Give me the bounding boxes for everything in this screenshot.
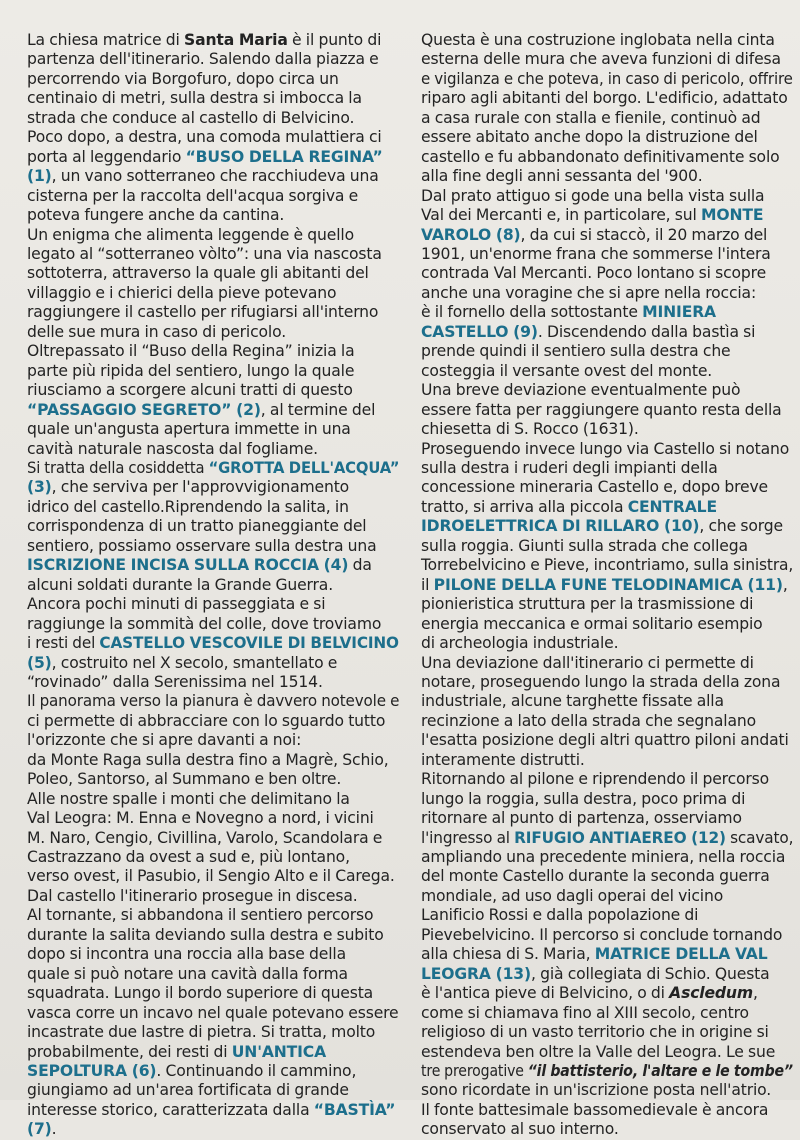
text-segment: da Monte Raga sulla destra fino a Magrè, Schio, bbox=[27, 750, 389, 769]
text-line bbox=[27, 751, 399, 770]
text-segment: centinaio di metri, sulla destra si imbocca la bbox=[27, 89, 362, 108]
text-line bbox=[27, 576, 399, 595]
text-segment: Un enigma che alimenta leggende è quello bbox=[27, 225, 354, 244]
text-segment: l'esatta posizione degli altri quattro piloni andati bbox=[421, 731, 789, 750]
text-segment: l'ingresso al bbox=[421, 828, 515, 847]
text-line bbox=[27, 731, 399, 750]
text-line bbox=[27, 31, 399, 50]
text-segment: e vigilanza e che poteva, in caso di pericolo, offrire bbox=[421, 69, 793, 88]
text-line bbox=[421, 323, 793, 342]
text-segment: delle sue mura in caso di pericolo. bbox=[27, 322, 287, 341]
highlighted-place-name: (3) bbox=[27, 478, 52, 497]
text-line bbox=[421, 945, 793, 964]
text-segment: essere abitato anche dopo la distruzione del bbox=[421, 128, 758, 147]
text-segment: Val dei Mercanti e, in particolare, sul bbox=[421, 206, 701, 225]
text-segment: legato al “sotterraneo vòlto”: una via nascosta bbox=[27, 244, 382, 263]
text-line bbox=[27, 50, 399, 69]
text-segment: poteva fungere anche da cantina. bbox=[27, 206, 285, 225]
text-segment: prende quindi il sentiero sulla destra che bbox=[421, 342, 731, 361]
text-segment: è il fornello della sottostante bbox=[421, 303, 643, 322]
text-line bbox=[27, 478, 399, 497]
text-line bbox=[421, 576, 793, 595]
text-segment: il bbox=[421, 575, 434, 594]
text-segment: contrada Val Mercanti. Poco lontano si scopre bbox=[421, 264, 767, 283]
text-segment: essere fatta per raggiungere quanto resta della bbox=[421, 400, 782, 419]
text-line bbox=[421, 342, 793, 361]
text-segment: cisterna per la raccolta dell'acqua sorgiva e bbox=[27, 186, 359, 205]
text-line bbox=[27, 420, 399, 439]
text-segment: . Discendendo dalla bastìa si bbox=[537, 322, 756, 341]
highlighted-place-name: MONTE bbox=[700, 206, 764, 225]
text-segment: lungo la roggia, sulla destra, poco prima di bbox=[421, 789, 746, 808]
text-line bbox=[421, 654, 793, 673]
text-segment: Dal prato attiguo si gode una bella vista sulla bbox=[421, 186, 765, 205]
highlighted-place-name: (7) bbox=[27, 1120, 52, 1139]
text-segment: corrispondenza di un tratto pianeggiante del bbox=[27, 517, 367, 536]
text-line bbox=[421, 1023, 793, 1042]
text-line bbox=[421, 264, 793, 283]
text-line bbox=[421, 31, 793, 50]
text-segment: raggiunge la sommità del colle, dove troviamo bbox=[27, 614, 382, 633]
text-segment: Il fonte battesimale bassomedievale è ancora bbox=[421, 1100, 769, 1119]
text-line bbox=[27, 556, 399, 575]
text-segment: industriale, alcune targhette fissate alla bbox=[421, 692, 724, 711]
text-line bbox=[27, 537, 399, 556]
right-text-column bbox=[421, 31, 793, 1140]
text-line bbox=[421, 381, 793, 400]
text-segment: pionieristica struttura per la trasmissione di bbox=[421, 595, 754, 614]
text-segment: interamente distrutti. bbox=[421, 750, 585, 769]
text-line bbox=[27, 1120, 399, 1139]
text-segment: è l'antica pieve di Belvicino, o di bbox=[421, 984, 670, 1003]
highlighted-place-name: UN'ANTICA bbox=[231, 1042, 326, 1061]
text-segment: i resti del bbox=[27, 634, 100, 653]
highlighted-place-name: CASTELLO VESCOVILE DI BELVICINO bbox=[99, 634, 399, 653]
text-segment: percorrendo via Borgofuro, dopo circa un bbox=[27, 69, 339, 88]
text-line bbox=[421, 965, 793, 984]
text-line bbox=[421, 1081, 793, 1100]
text-line bbox=[27, 264, 399, 283]
text-segment: costeggia il versante ovest del monte. bbox=[421, 361, 713, 380]
text-line bbox=[421, 1004, 793, 1023]
text-line bbox=[27, 712, 399, 731]
highlighted-place-name: “BASTÌA” bbox=[313, 1100, 396, 1119]
text-line bbox=[27, 458, 400, 478]
highlighted-place-name: (5) bbox=[27, 653, 52, 672]
highlighted-place-name: CENTRALE bbox=[627, 497, 717, 516]
text-line bbox=[421, 167, 793, 186]
text-line bbox=[421, 828, 794, 848]
text-line bbox=[421, 284, 793, 303]
text-line bbox=[27, 1081, 399, 1100]
text-segment: . Continuando il cammino, bbox=[156, 1062, 357, 1081]
highlighted-place-name: CASTELLO (9) bbox=[421, 322, 538, 341]
text-line bbox=[27, 245, 399, 264]
text-line bbox=[421, 109, 793, 128]
text-line bbox=[27, 362, 399, 381]
left-text-column bbox=[27, 31, 399, 1140]
text-segment: è il punto di bbox=[287, 31, 382, 49]
text-segment: sentiero, possiamo osservare sulla destra una bbox=[27, 536, 377, 555]
text-line bbox=[421, 692, 793, 711]
text-line bbox=[421, 440, 793, 459]
text-line bbox=[27, 654, 399, 673]
text-segment: di archeologia industriale. bbox=[421, 634, 619, 653]
text-line bbox=[421, 926, 793, 945]
text-segment: recinzione a lato della strada che segnalano bbox=[421, 711, 757, 730]
text-line bbox=[421, 50, 793, 69]
text-line bbox=[27, 965, 399, 984]
text-line bbox=[421, 712, 793, 731]
highlighted-place-name: (1) bbox=[27, 167, 52, 186]
text-segment: del monte Castello durante la seconda guerra bbox=[421, 867, 770, 886]
text-segment: , costruito nel X secolo, smantellato e bbox=[51, 653, 338, 672]
text-segment: Oltrepassato il “Buso della Regina” inizia la bbox=[27, 342, 355, 361]
text-segment: Torrebelvicino e Pieve, incontriamo, sulla sinistra, bbox=[421, 556, 794, 575]
text-line bbox=[27, 206, 399, 225]
text-line bbox=[27, 498, 399, 517]
text-line bbox=[27, 634, 399, 653]
text-segment: cavità naturale nascosta dal fogliame. bbox=[27, 439, 318, 458]
highlighted-place-name: LEOGRA (13) bbox=[421, 964, 531, 983]
text-segment: . bbox=[51, 1120, 57, 1139]
text-segment: l'orizzonte che si apre davanti a noi: bbox=[27, 731, 302, 750]
text-segment: , al termine del bbox=[260, 400, 376, 419]
text-line bbox=[27, 848, 399, 867]
text-segment: , bbox=[782, 575, 788, 594]
text-segment: Una breve deviazione eventualmente può bbox=[421, 381, 741, 400]
text-segment: interesse storico, caratterizzata dalla bbox=[27, 1100, 314, 1119]
text-line bbox=[27, 770, 399, 789]
text-line bbox=[421, 634, 793, 653]
text-line bbox=[421, 1120, 793, 1139]
text-segment: come si chiamava fino al XIII secolo, centro bbox=[421, 1003, 749, 1022]
text-segment: sottoterra, attraverso la quale gli abitanti del bbox=[27, 264, 369, 283]
text-segment: Dal castello l'itinerario prosegue in discesa. bbox=[27, 886, 358, 905]
text-segment: Poleo, Santorso, al Summano e ben oltre. bbox=[27, 770, 342, 789]
text-segment: , bbox=[752, 984, 758, 1003]
text-line bbox=[421, 867, 793, 886]
text-line bbox=[421, 790, 793, 809]
text-line bbox=[421, 887, 793, 906]
text-segment: incastrate due lastre di pietra. Si tratta, molto bbox=[27, 1023, 376, 1042]
text-segment: parte più ripida del sentiero, lungo la quale bbox=[27, 361, 355, 380]
text-line bbox=[27, 790, 399, 809]
text-segment: , già collegiata di Schio. Questa bbox=[530, 964, 770, 983]
text-line bbox=[421, 984, 793, 1003]
text-segment: Si tratta della cosiddetta bbox=[27, 458, 209, 477]
text-segment: giungiamo ad un'area fortificata di grande bbox=[27, 1081, 349, 1100]
text-segment: concessione mineraria Castello e, dopo breve bbox=[421, 478, 769, 497]
text-segment: strada che conduce al castello di Belvicino. bbox=[27, 108, 355, 127]
text-line bbox=[27, 226, 399, 245]
text-segment: dopo si incontra una roccia alla base della bbox=[27, 945, 347, 964]
text-segment: riusciamo a scorgere alcuni tratti di questo bbox=[27, 381, 353, 400]
text-line bbox=[421, 809, 793, 828]
text-line bbox=[27, 148, 399, 167]
text-segment: squadrata. Lungo il bordo superiore di questa bbox=[27, 984, 374, 1003]
text-segment: alla fine degli anni sessanta del '900. bbox=[421, 167, 703, 186]
text-line bbox=[27, 595, 399, 614]
highlighted-place-name: “BUSO DELLA REGINA” bbox=[185, 147, 383, 166]
text-segment: chiesetta di S. Rocco (1631). bbox=[421, 420, 639, 439]
text-line bbox=[27, 517, 399, 536]
text-line bbox=[27, 1062, 399, 1081]
text-segment: religioso di un vasto territorio che in origine si bbox=[421, 1023, 769, 1042]
text-segment: Pievebelvicino. Il percorso si conclude tornando bbox=[421, 925, 783, 944]
text-segment: estendeva ben oltre la Valle del Leogra. Le sue bbox=[421, 1042, 776, 1061]
text-line bbox=[27, 809, 399, 828]
text-line bbox=[421, 770, 793, 789]
text-line bbox=[421, 303, 793, 322]
text-line bbox=[421, 517, 793, 536]
text-segment: sulla roggia. Giunti sulla strada che collega bbox=[421, 536, 748, 555]
text-line bbox=[27, 615, 399, 634]
text-line bbox=[421, 478, 793, 497]
text-segment: tratto, si arriva alla piccola bbox=[421, 497, 628, 516]
text-segment: esterna delle mura che aveva funzioni di difesa bbox=[421, 50, 781, 69]
text-segment: “il battisterio, l'altare e le tombe” bbox=[527, 1062, 793, 1081]
text-segment: Proseguendo invece lungo via Castello si notano bbox=[421, 439, 790, 458]
text-segment: sono ricordate in un'iscrizione posta nell'atrio. bbox=[421, 1081, 772, 1100]
text-line bbox=[421, 128, 793, 147]
text-line bbox=[421, 245, 793, 264]
text-segment: M. Naro, Cengio, Civillina, Varolo, Scandolara e bbox=[27, 828, 383, 847]
text-segment: Ritornando al pilone e riprendendo il percorso bbox=[421, 770, 770, 789]
text-segment: ci permette di abbracciare con lo sguardo tutto bbox=[27, 711, 386, 730]
highlighted-place-name: RIFUGIO ANTIAEREO (12) bbox=[514, 828, 726, 847]
text-segment: mondiale, ad uso dagli operai del vicino bbox=[421, 886, 724, 905]
text-line bbox=[27, 109, 399, 128]
text-segment: vasca corre un incavo nel quale potevano essere bbox=[27, 1003, 399, 1022]
text-segment: notare, proseguendo lungo la strada della zona bbox=[421, 672, 781, 691]
highlighted-place-name: “GROTTA DELL'ACQUA” bbox=[208, 458, 400, 477]
text-line bbox=[27, 440, 399, 459]
text-segment: “rovinado” dalla Serenissima nel 1514. bbox=[27, 672, 323, 691]
text-line bbox=[27, 692, 400, 711]
text-segment: Poco dopo, a destra, una comoda mulattiera ci bbox=[27, 128, 382, 147]
text-line bbox=[421, 1101, 793, 1120]
text-segment: durante la salita deviando sulla destra e subito bbox=[27, 925, 384, 944]
text-line bbox=[27, 128, 399, 147]
text-line bbox=[27, 673, 399, 692]
text-line bbox=[421, 226, 793, 245]
text-line bbox=[421, 673, 793, 692]
text-segment: energia meccanica e ormai solitario esempio bbox=[421, 614, 763, 633]
text-segment: porta al leggendario bbox=[27, 147, 186, 166]
text-line bbox=[27, 1043, 399, 1062]
text-segment: Lanificio Rossi e dalla popolazione di bbox=[421, 906, 699, 925]
text-segment: , che sorge bbox=[699, 517, 783, 536]
text-segment: scavato, bbox=[725, 828, 794, 847]
text-line bbox=[421, 89, 793, 108]
text-line bbox=[421, 595, 793, 614]
text-segment: da bbox=[348, 556, 372, 575]
text-segment: Al tornante, si abbandona il sentiero percorso bbox=[27, 906, 374, 925]
text-line bbox=[27, 945, 399, 964]
text-line bbox=[27, 926, 399, 945]
text-segment: conservato al suo interno. bbox=[421, 1120, 619, 1139]
text-line bbox=[27, 70, 399, 89]
text-segment: tre prerogative bbox=[421, 1062, 528, 1081]
highlighted-place-name: PILONE DELLA FUNE TELODINAMICA (11) bbox=[433, 575, 783, 594]
text-line bbox=[421, 556, 794, 575]
text-line bbox=[27, 984, 399, 1003]
text-segment: Ancora pochi minuti di passeggiata e si bbox=[27, 595, 326, 614]
text-line bbox=[421, 459, 793, 478]
text-line bbox=[27, 323, 399, 342]
text-segment: Questa è una costruzione inglobata nella cinta bbox=[421, 31, 775, 49]
text-line bbox=[27, 1004, 399, 1023]
highlighted-place-name: “PASSAGGIO SEGRETO” (2) bbox=[27, 400, 261, 419]
text-segment: probabilmente, dei resti di bbox=[27, 1042, 232, 1061]
text-line bbox=[27, 1101, 399, 1120]
text-line bbox=[421, 751, 793, 770]
text-segment: , che serviva per l'approvvigionamento bbox=[51, 478, 350, 497]
text-segment: alcuni soldati durante la Grande Guerra. bbox=[27, 575, 334, 594]
text-segment: villaggio e i chierici della pieve potevano bbox=[27, 283, 337, 302]
highlighted-place-name: IDROELETTRICA DI RILLARO (10) bbox=[421, 517, 700, 536]
highlighted-place-name: VAROLO (8) bbox=[421, 225, 521, 244]
text-segment: quale un'angusta apertura immette in una bbox=[27, 420, 351, 439]
text-line bbox=[27, 829, 399, 848]
text-segment: verso ovest, il Pasubio, il Sengio Alto e il Carega. bbox=[27, 867, 395, 886]
text-line bbox=[421, 187, 793, 206]
text-segment: Castrazzano da ovest a sud e, più lontano, bbox=[27, 848, 350, 867]
text-line bbox=[421, 401, 793, 420]
text-segment: Una deviazione dall'itinerario ci permette di bbox=[421, 653, 754, 672]
text-segment: La chiesa matrice di bbox=[27, 31, 184, 49]
text-line bbox=[421, 420, 793, 439]
text-line bbox=[421, 906, 793, 925]
text-segment: anche una voragine che si apre nella roccia: bbox=[421, 283, 757, 302]
text-line bbox=[421, 1043, 793, 1062]
text-segment: , un vano sotterraneo che racchiudeva una bbox=[51, 167, 379, 186]
text-line bbox=[421, 1062, 793, 1081]
text-line bbox=[27, 906, 399, 925]
text-segment: , da cui si staccò, il 20 marzo del bbox=[520, 225, 768, 244]
text-line bbox=[421, 206, 793, 225]
text-line bbox=[27, 187, 399, 206]
text-segment: Ascledum bbox=[669, 984, 753, 1003]
text-line bbox=[27, 284, 399, 303]
text-segment: 1901, un'enorme frana che sommerse l'intera bbox=[421, 244, 771, 263]
text-line bbox=[421, 731, 793, 750]
text-segment: quale si può notare una cavità dalla forma bbox=[27, 964, 348, 983]
text-line bbox=[27, 303, 399, 322]
text-line bbox=[27, 1023, 399, 1042]
text-line bbox=[27, 867, 399, 886]
text-line bbox=[421, 498, 793, 517]
text-segment: alla chiesa di S. Maria, bbox=[421, 945, 595, 964]
text-segment: riparo agli abitanti del borgo. L'edificio, adattato bbox=[421, 89, 788, 108]
text-line bbox=[27, 401, 399, 420]
text-segment: ampliando una precedente miniera, nella roccia bbox=[421, 848, 786, 867]
text-line bbox=[421, 148, 793, 167]
highlighted-place-name: ISCRIZIONE INCISA SULLA ROCCIA (4) bbox=[27, 556, 349, 575]
text-line bbox=[27, 342, 399, 361]
highlighted-place-name: SEPOLTURA (6) bbox=[27, 1062, 157, 1081]
text-segment: castello e fu abbandonato definitivamente solo bbox=[421, 147, 780, 166]
text-line bbox=[27, 167, 399, 186]
text-segment: raggiungere il castello per rifugiarsi all'interno bbox=[27, 303, 379, 322]
text-line bbox=[27, 381, 399, 400]
text-line bbox=[421, 848, 793, 867]
text-line bbox=[421, 615, 793, 634]
text-segment: Il panorama verso la pianura è davvero notevole e bbox=[27, 692, 400, 711]
text-segment: Alle nostre spalle i monti che delimitano la bbox=[27, 789, 350, 808]
text-segment: a casa rurale con stalla e fienile, continuò ad bbox=[421, 108, 761, 127]
text-segment: Santa Maria bbox=[184, 31, 288, 49]
text-segment: sulla destra i ruderi degli impianti della bbox=[421, 458, 718, 477]
text-line bbox=[27, 887, 399, 906]
text-line bbox=[27, 89, 399, 108]
text-segment: Val Leogra: M. Enna e Novegno a nord, i vicini bbox=[27, 809, 374, 828]
text-line bbox=[421, 537, 793, 556]
text-line bbox=[421, 69, 793, 89]
highlighted-place-name: MINIERA bbox=[642, 303, 716, 322]
text-segment: partenza dell'itinerario. Salendo dalla piazza e bbox=[27, 50, 379, 69]
text-segment: idrico del castello.Riprendendo la salita, in bbox=[27, 497, 349, 516]
highlighted-place-name: MATRICE DELLA VAL bbox=[594, 945, 768, 964]
text-segment: ritornare al punto di partenza, osserviamo bbox=[421, 809, 742, 828]
text-line bbox=[421, 362, 793, 381]
